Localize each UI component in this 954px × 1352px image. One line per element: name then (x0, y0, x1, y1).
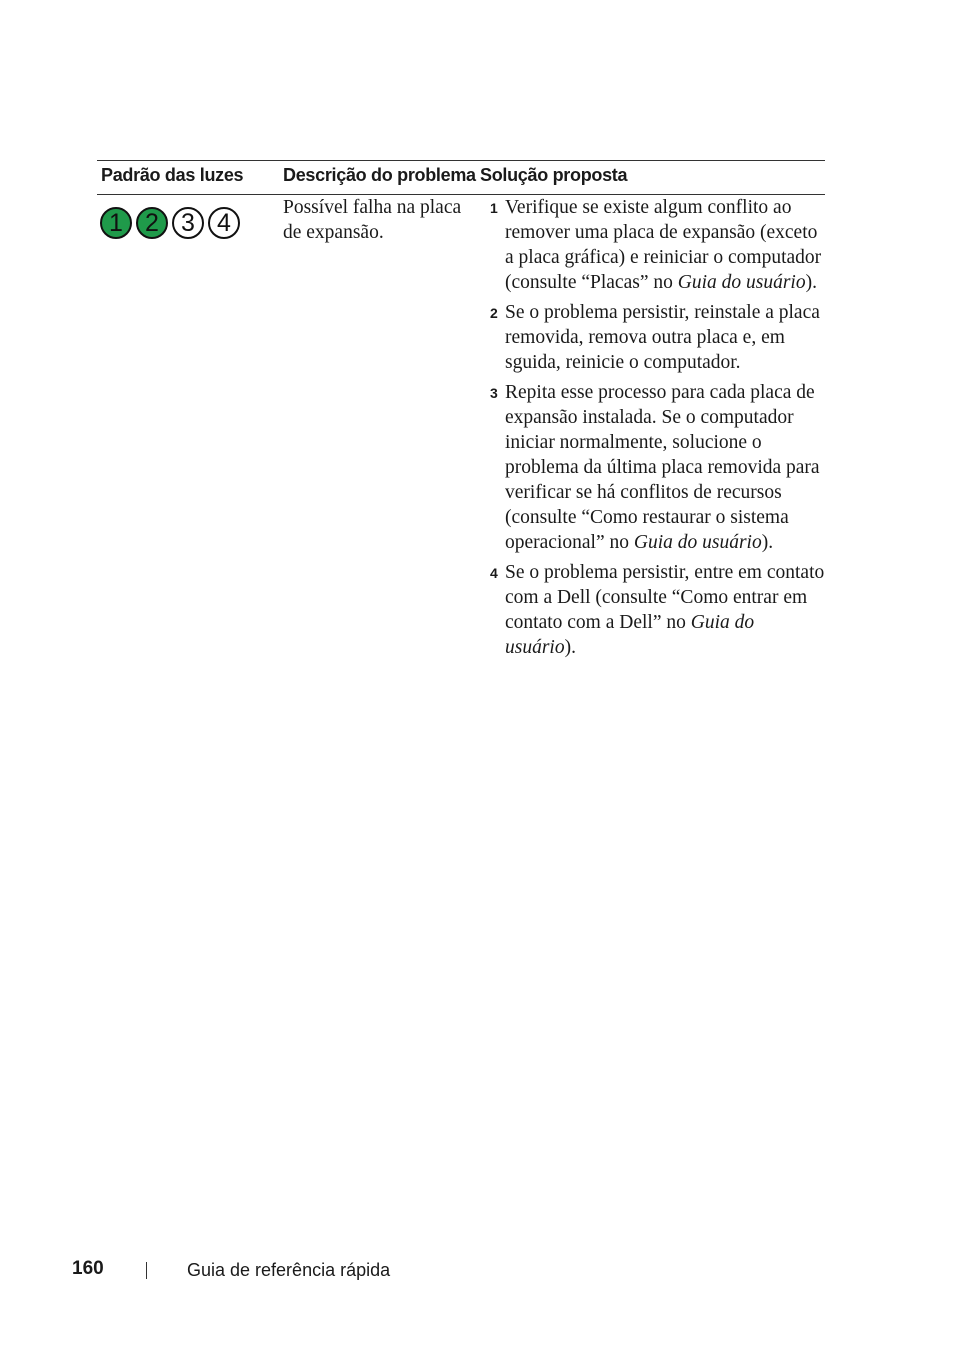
step-number: 1 (490, 200, 498, 216)
light-pattern (100, 207, 240, 239)
step-text: Verifique se existe algum conflito ao remover uma placa de expansão (exceto a placa gráfica) e reiniciar o computador (consulte “Placas” no (505, 197, 822, 293)
step-text: Se o problema persistir, entre em contato com a Dell (consulte “Como entrar em contato com a Dell” no (505, 562, 825, 633)
solution-step (487, 560, 827, 660)
light-label: 3 (181, 208, 195, 237)
footer-separator (146, 1262, 147, 1279)
diagnostic-light-2-icon (136, 207, 168, 239)
step-text-emphasis: Guia do usuário (633, 532, 762, 553)
step-text-tail: ). (761, 532, 774, 553)
solution-step (487, 195, 827, 295)
diagnostic-light-1-icon (100, 207, 132, 239)
light-label: 4 (217, 208, 231, 237)
light-label: 1 (109, 208, 123, 237)
header-light-pattern: Padrão das luzes (101, 165, 244, 185)
diagnostic-light-3-icon (172, 207, 204, 239)
step-text: Repita esse processo para cada placa de expansão instalada. Se o computador iniciar normalmente, solucione o problema da última placa removida para verificar se há conflitos de recursos (consulte “Como restaurar o sistema operacional” no (505, 382, 820, 553)
table-top-rule (97, 160, 825, 161)
step-text-emphasis: Guia do usuário (677, 272, 806, 293)
step-text: Se o problema persistir, reinstale a placa removida, remova outra placa e, em sguida, reinicie o computador. (505, 302, 820, 373)
page-number: 160 (72, 1258, 104, 1279)
footer-document-title: Guia de referência rápida (187, 1260, 391, 1280)
step-text-tail: ). (564, 637, 576, 658)
header-problem-description: Descrição do problema (283, 165, 476, 185)
step-number: 4 (490, 565, 498, 581)
page-footer (0, 1256, 954, 1286)
solution-step (487, 380, 827, 555)
solution-steps (487, 195, 827, 665)
problem-description: Possível falha na placa de expansão. (283, 197, 462, 243)
step-text-emphasis: Guia do usuário (505, 612, 755, 658)
step-text-tail: ). (805, 272, 817, 293)
light-label: 2 (145, 208, 159, 237)
solution-step (487, 300, 827, 375)
diagnostic-light-4-icon (208, 207, 240, 239)
step-number: 3 (490, 385, 498, 401)
step-number: 2 (490, 305, 498, 321)
header-proposed-solution: Solução proposta (480, 165, 628, 185)
